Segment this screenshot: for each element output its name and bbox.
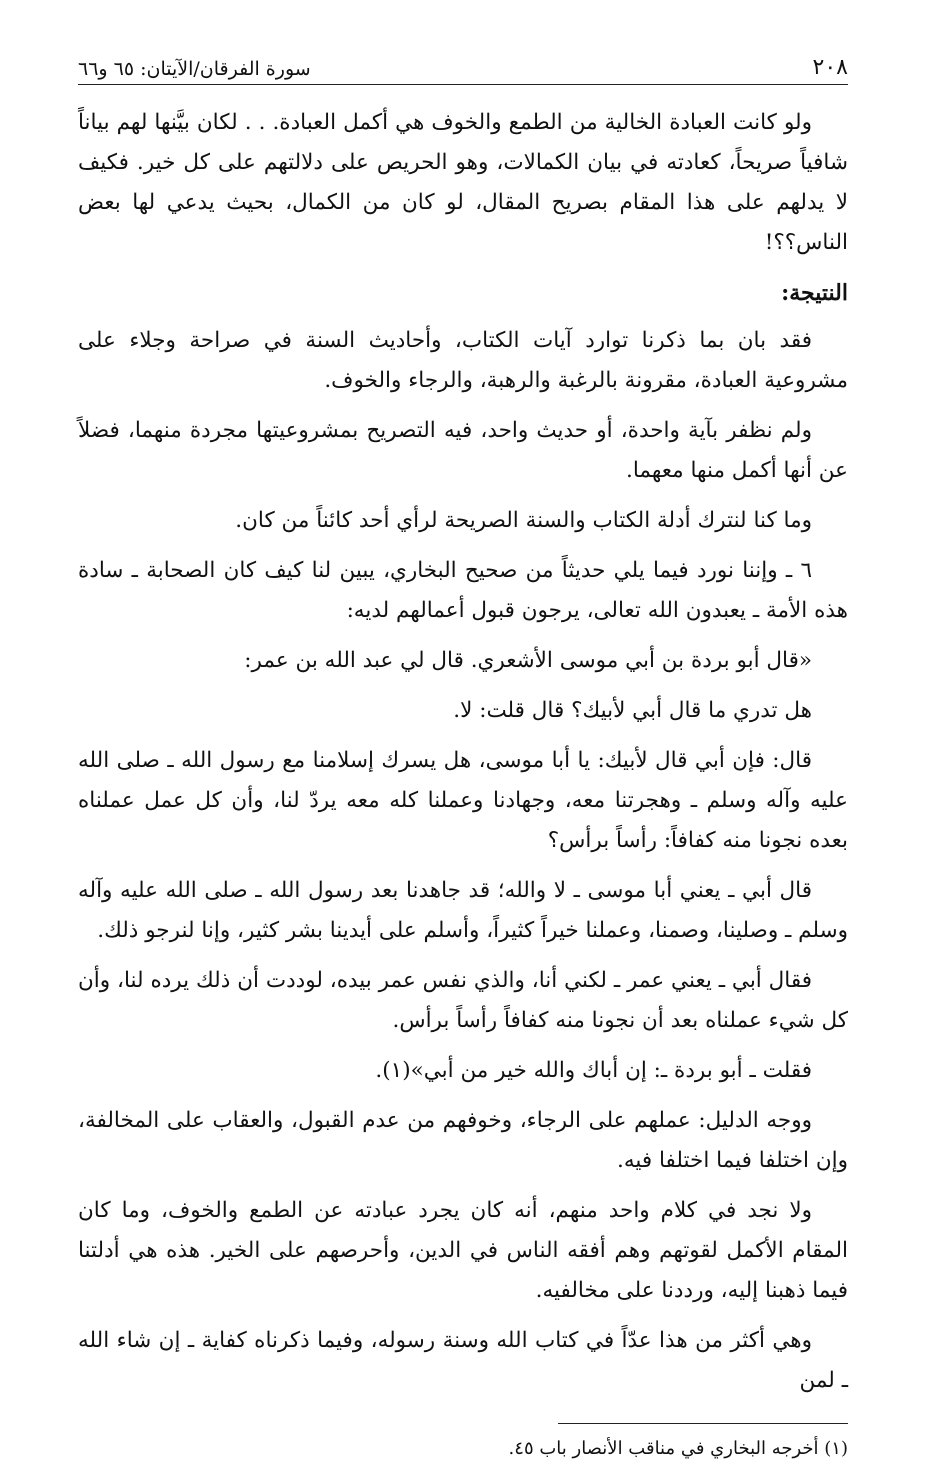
paragraph: ولم نظفر بآية واحدة، أو حديث واحد، فيه التصريح بمشروعيتها مجردة منهما، فضلاً عن أنها أكمل منها معهما. xyxy=(78,418,848,483)
footnote-divider xyxy=(558,1423,848,1424)
hadith-quote: «قال أبو بردة بن أبي موسى الأشعري. قال لي عبد الله بن عمر: xyxy=(244,648,812,673)
footnote: (١) أخرجه البخاري في مناقب الأنصار باب ٤٥. xyxy=(508,1438,848,1459)
paragraph: فقد بان بما ذكرنا توارد آيات الكتاب، وأحاديث السنة في صراحة وجلاء على مشروعية العبادة، مقرونة بالرغبة والرهبة، والرجاء والخوف. xyxy=(78,328,848,393)
hadith-quote: قال: فإن أبي قال لأبيك: يا أبا موسى، هل يسرك إسلامنا مع رسول الله ـ صلى الله عليه وآله وسلم ـ وهجرتنا معه، وجهادنا وعملنا كله معه يردّ لنا، وأن كل عمل عملناه بعده نجونا منه كفافاً: رأساً برأس؟ xyxy=(78,748,848,853)
hadith-quote: فقال أبي ـ يعني عمر ـ لكني أنا، والذي نفس عمر بيده، لوددت أن ذلك يرده لنا، وأن كل شيء عملناه بعد أن نجونا منه كفافاً رأساً برأس. xyxy=(78,968,848,1033)
paragraph: ٦ ـ وإننا نورد فيما يلي حديثاً من صحيح البخاري، يبين لنا كيف كان الصحابة ـ سادة هذه الأمة ـ يعبدون الله تعالى، يرجون قبول أعمالهم لديه: xyxy=(78,558,848,623)
paragraph: وما كنا لنترك أدلة الكتاب والسنة الصريحة لرأي أحد كائناً من كان. xyxy=(235,508,812,533)
page-body xyxy=(78,103,848,1401)
chapter-title: سورة الفرقان/الآيتان: ٦٥ و٦٦ xyxy=(78,58,311,80)
paragraph: ولو كانت العبادة الخالية من الطمع والخوف هي أكمل العبادة. . . لكان بيَّنها لهم بياناً شافياً صريحاً، كعادته في بيان الكمالات، وهو الحريص على دلالتهم على كل خير. فكيف لا يدلهم على هذا المقام بصريح المقال، لو كان من الكمال، بحيث يدعي لها بعض الناس؟؟! xyxy=(78,110,848,255)
paragraph: وهي أكثر من هذا عدّاً في كتاب الله وسنة رسوله، وفيما ذكرناه كفاية ـ إن شاء الله ـ لمن xyxy=(78,1328,848,1393)
paragraph: ووجه الدليل: عملهم على الرجاء، وخوفهم من عدم القبول، والعقاب على المخالفة، وإن اختلفا فيما اختلفا فيه. xyxy=(78,1108,848,1173)
hadith-quote: فقلت ـ أبو بردة ـ: إن أباك والله خير من أبي»(١). xyxy=(375,1058,812,1083)
hadith-quote: قال أبي ـ يعني أبا موسى ـ لا والله؛ قد جاهدنا بعد رسول الله ـ صلى الله عليه وآله وسلم ـ وصلينا، وصمنا، وعملنا خيراً كثيراً، وأسلم على أيدينا بشر كثير، وإنا لنرجو ذلك. xyxy=(78,878,848,943)
section-heading: النتيجة: xyxy=(781,280,848,306)
page-number: ٢٠٨ xyxy=(812,55,848,80)
running-header xyxy=(78,40,848,85)
book-page xyxy=(78,40,848,1474)
paragraph: ولا نجد في كلام واحد منهم، أنه كان يجرد عبادته عن الطمع والخوف، وما كان المقام الأكمل لقوتهم وهم أفقه الناس في الدين، وأحرصهم على الخير. هذه هي أدلتنا فيما ذهبنا إليه، ورددنا على مخالفيه. xyxy=(78,1198,848,1303)
hadith-quote: هل تدري ما قال أبي لأبيك؟ قال قلت: لا. xyxy=(453,698,812,723)
